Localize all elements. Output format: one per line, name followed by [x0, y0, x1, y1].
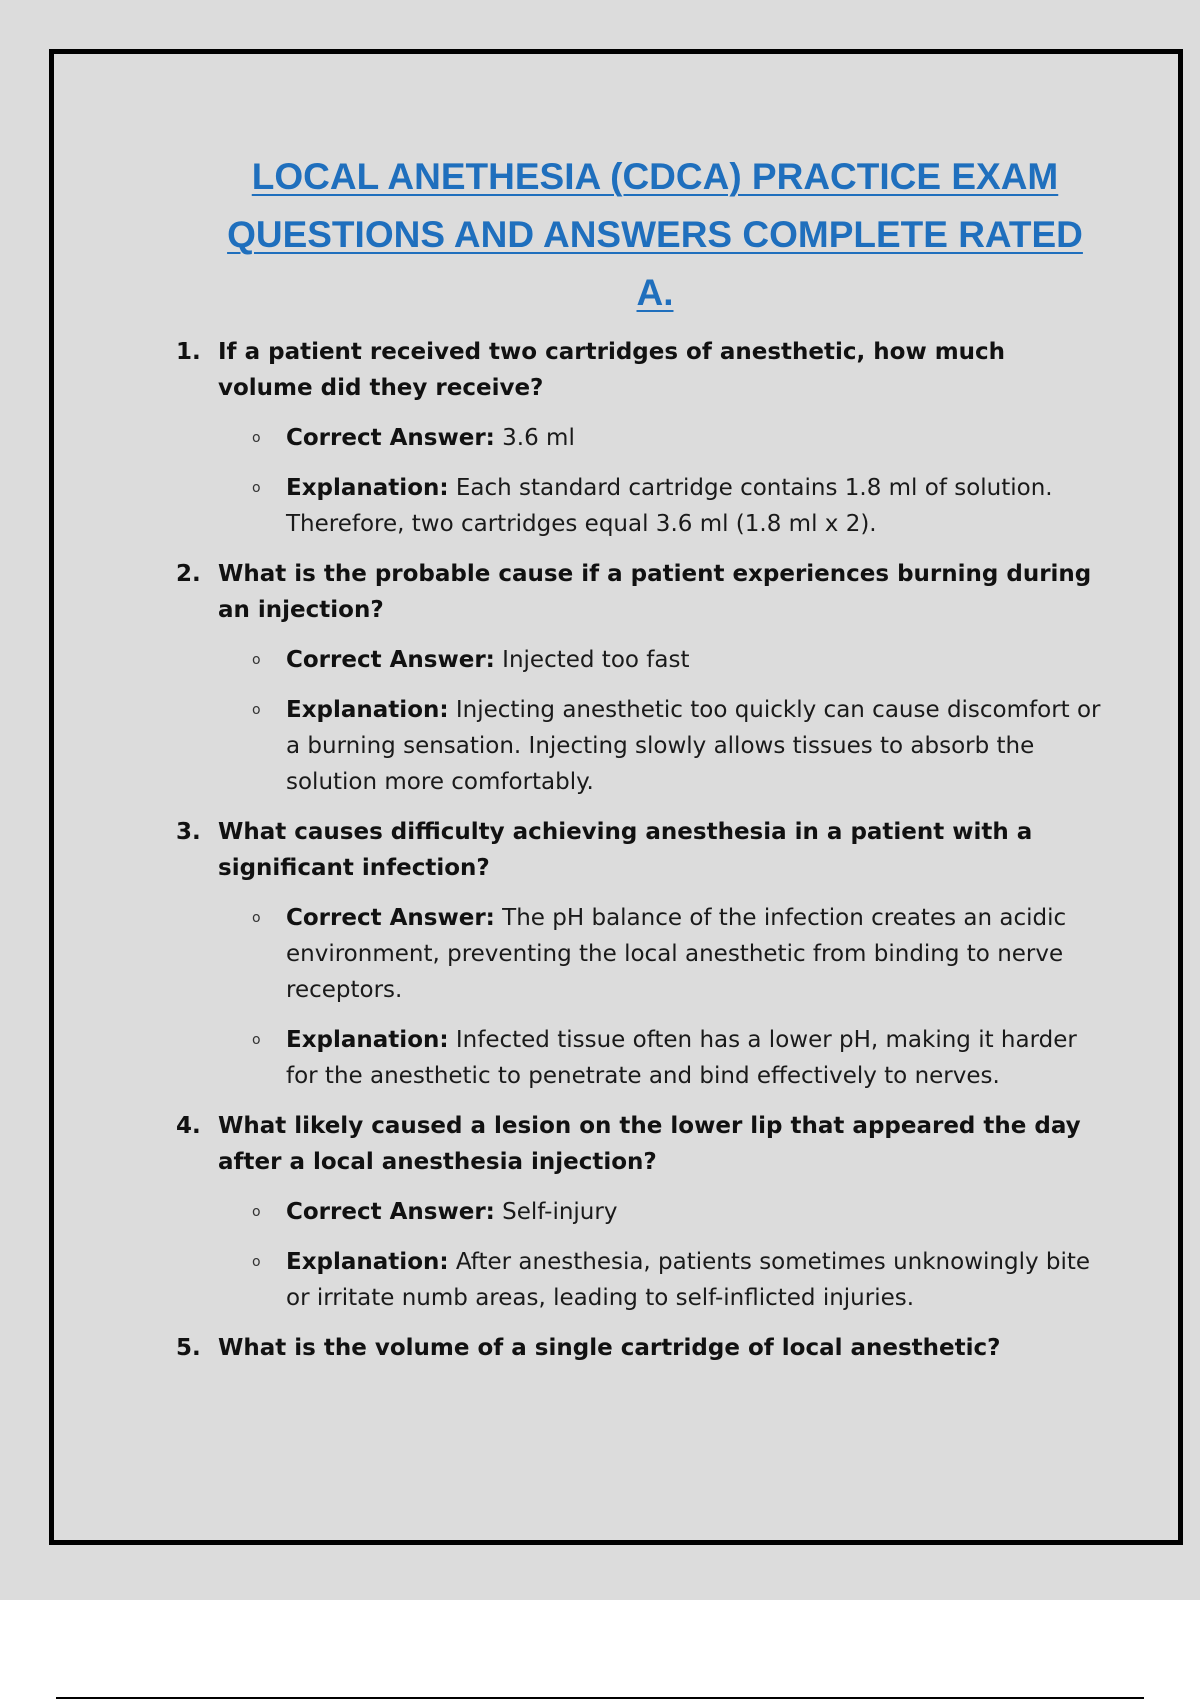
correct-answer-label: Correct Answer: — [286, 905, 495, 931]
question-item — [176, 1330, 1101, 1366]
bullet-icon: o — [252, 702, 261, 718]
answer-item — [252, 642, 1101, 678]
question-number: 5. — [176, 1335, 201, 1361]
question-item — [176, 334, 1101, 406]
correct-answer-label: Correct Answer: — [286, 647, 495, 673]
explanation-text: After anesthesia, patients sometimes unknowingly bite or irritate numb areas, leading to self-inflicted injuries. — [286, 1249, 1091, 1311]
correct-answer-text: Self-injury — [502, 1199, 618, 1225]
explanation-item — [252, 1022, 1101, 1094]
question-number: 1. — [176, 339, 201, 365]
question-item — [176, 1108, 1101, 1180]
explanation-label: Explanation: — [286, 1027, 449, 1053]
correct-answer-label: Correct Answer: — [286, 1199, 495, 1225]
bullet-icon: o — [252, 910, 261, 926]
footer-divider — [56, 1697, 1144, 1699]
question-item — [176, 556, 1101, 628]
answer-item — [252, 900, 1101, 1008]
explanation-text: Injecting anesthetic too quickly can cause discomfort or a burning sensation. Injecting slowly allows tissues to absorb the solution more comfortably. — [286, 697, 1101, 795]
document-title — [180, 148, 1130, 322]
question-item — [176, 814, 1101, 886]
correct-answer-text: The pH balance of the infection creates an acidic environment, preventing the local anesthetic from binding to nerve receptors. — [286, 905, 1067, 1003]
bullet-icon: o — [252, 1204, 261, 1220]
question-text: What causes difficulty achieving anesthesia in a patient with a significant infection? — [218, 819, 1033, 881]
explanation-item — [252, 692, 1101, 800]
question-text: If a patient received two cartridges of anesthetic, how much volume did they receive? — [218, 339, 1006, 401]
title-line-3: A. — [636, 272, 674, 313]
question-text: What is the volume of a single cartridge of local anesthetic? — [218, 1335, 1001, 1361]
question-number: 4. — [176, 1113, 201, 1139]
question-number: 2. — [176, 561, 201, 587]
explanation-label: Explanation: — [286, 697, 449, 723]
title-line-1: LOCAL ANETHESIA (CDCA) PRACTICE EXAM — [251, 156, 1059, 197]
bullet-icon: o — [252, 1032, 261, 1048]
bullet-icon: o — [252, 430, 261, 446]
explanation-text: Each standard cartridge contains 1.8 ml of solution. Therefore, two cartridges equal 3.6 ml (1.8 ml x 2). — [286, 475, 1053, 537]
bullet-icon: o — [252, 652, 261, 668]
explanation-text: Infected tissue often has a lower pH, making it harder for the anesthetic to penetrate and bind effectively to nerves. — [286, 1027, 1077, 1089]
answer-item — [252, 1194, 1101, 1230]
question-list — [176, 334, 1101, 1380]
explanation-label: Explanation: — [286, 1249, 449, 1275]
explanation-item — [252, 470, 1101, 542]
answer-item — [252, 420, 1101, 456]
bullet-icon: o — [252, 480, 261, 496]
question-number: 3. — [176, 819, 201, 845]
correct-answer-text: Injected too fast — [502, 647, 690, 673]
correct-answer-text: 3.6 ml — [502, 425, 575, 451]
explanation-item — [252, 1244, 1101, 1316]
title-line-2: QUESTIONS AND ANSWERS COMPLETE RATED — [227, 214, 1083, 255]
correct-answer-label: Correct Answer: — [286, 425, 495, 451]
question-text: What likely caused a lesion on the lower lip that appeared the day after a local anesthesia injection? — [218, 1113, 1081, 1175]
question-text: What is the probable cause if a patient experiences burning during an injection? — [218, 561, 1092, 623]
explanation-label: Explanation: — [286, 475, 449, 501]
bullet-icon: o — [252, 1254, 261, 1270]
